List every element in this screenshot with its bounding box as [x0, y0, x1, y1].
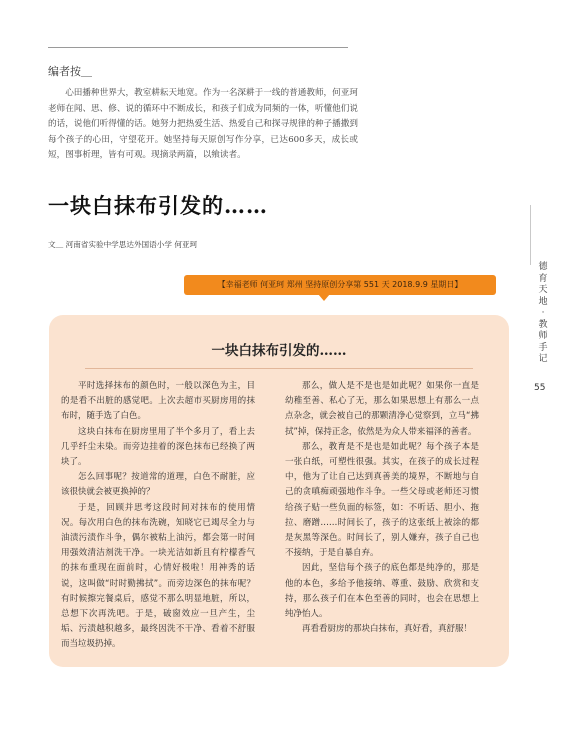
article-byline: 文＿ 河南省实验中学思达外国语小学 何亚珂: [48, 240, 198, 249]
essay-title-divider: [85, 368, 473, 369]
essay-title: 一块白抹布引发的……: [211, 343, 347, 359]
sidebar-char: 记: [538, 354, 548, 364]
top-divider: [48, 47, 348, 48]
section-sidebar: [536, 262, 550, 366]
banner-pointer: [318, 294, 330, 301]
paragraph: 那么，教育是不是也是如此呢？每个孩子本是一张白纸，可塑性很强。其实，在孩子的成长过程中，他为了让自己达到真善美的境界，不断地与自己的贪嗔痴顽强地作斗争。一些父母或老师还习惯给孩子贴一些负面的标签，如：不听话、胆小、拖拉、磨蹭……时间长了，孩子的这张纸上被涂的都是灰黑等深色。时间长了，别人嫌弃，孩子自己也不接纳，于是自暴自弃。: [285, 441, 479, 559]
sidebar-char: 育: [538, 273, 548, 284]
paragraph: 因此，坚信每个孩子的底色都是纯净的，那是他的本色，多给予他接纳、尊重、鼓励、欣赏和支持，那么孩子们在本色至善的同时，也会在思想上纯净怡人。: [285, 563, 479, 620]
essay-left-column: [61, 379, 255, 653]
page-number: 55: [534, 383, 546, 393]
sidebar-char: ·: [541, 308, 545, 318]
sidebar-char: 德: [538, 262, 548, 272]
paragraph: 再看看厨房的那块白抹布，真好看，真舒服！: [302, 624, 473, 635]
sidebar-char: 天: [538, 285, 548, 295]
paragraph: 怎么回事呢？按道常的道理，白色不耐脏，应该很快就会被更换掉的？: [61, 472, 255, 498]
sidebar-char: 地: [538, 296, 548, 307]
editor-note-body: 心田播种世界大，教室耕耘天地宽。作为一名深耕于一线的普通教师，何亚珂老师在闻、思、修、说的循环中不断成长，和孩子们成为同频的一体，听懂他们说的话，说他们听得懂的话。她努力把热爱生活、热爱自己和探寻规律的种子播撒到每个孩子的心田，守望花开。她坚持每天原创写作分享，已达600多天，成长或短，图事析理，皆有可观。现摘录两篇，以飨读者。: [48, 88, 358, 161]
date-banner: 【幸福老师 何亚珂 郑州 坚持原创分享第 551 天 2018.9.9 星期日】: [184, 275, 496, 295]
sidebar-char: 手: [538, 342, 548, 353]
sidebar-char: 师: [538, 331, 548, 341]
paragraph: 于是，回顾并思考这段时间对抹布的使用情况。每次用白色的抹布洗碗，知晓它已竭尽全力与油渍污渍作斗争，偶尔被粘上油污，都会第一时间用强效清洁剂洗干净。一块光洁如新且有柠檬香气的抹布重现在面前时，心情好极啦！用神秀的话说，这叫做“时时勤拂拭”。而旁边深色的抹布呢？有时候擦完餐桌后，感觉不那么明显地脏，所以，总想下次再洗吧。于是，破窗效应一旦产生，尘垢、污渍越积越多，最终因洗不干净、看着不舒服而当垃圾扔掉。: [61, 502, 255, 650]
sidebar-divider: [530, 205, 531, 265]
essay-box: [49, 315, 509, 667]
essay-right-column: [285, 379, 479, 637]
editor-note-label: 编者按＿: [48, 65, 92, 78]
paragraph: 平时选择抹布的颜色时，一般以深色为主，目的是看不出脏的感觉吧。上次去超市买厨房用的抹布时，随手选了白色。: [61, 381, 255, 422]
article-title: 一块白抹布引发的……: [48, 193, 268, 218]
paragraph: 这块白抹布在厨房里用了半个多月了，看上去几乎纤尘未染。而旁边挂着的深色抹布已经换了两块了。: [61, 426, 255, 468]
paragraph: 那么，做人是不是也是如此呢？如果你一直是幼稚至善、私心了无，那么如果思想上有那么一点点杂念，就会被自己的那颗清净心觉察到，立马“拂拭”掉，保持正念，依然是为众人带来福泽的善者。: [285, 381, 479, 437]
sidebar-char: 教: [538, 319, 548, 330]
